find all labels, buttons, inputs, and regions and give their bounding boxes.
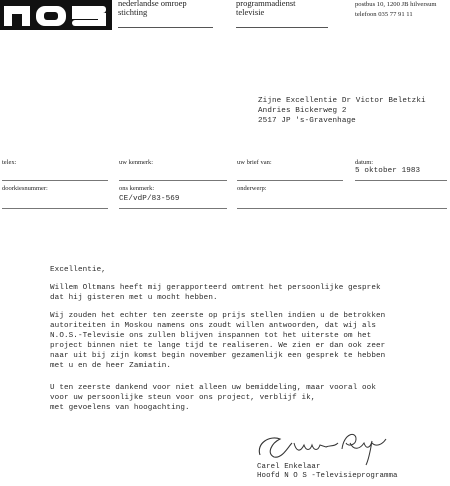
org-line-1: nederlandse omroep <box>118 0 187 8</box>
program-line-2: televisie <box>236 7 265 17</box>
onderwerp-label: onderwerp: <box>237 185 267 192</box>
uw-kenmerk-line <box>119 180 227 181</box>
telex-label: telex: <box>2 159 17 166</box>
address-line-2: telefoon 035 77 91 11 <box>355 11 413 18</box>
org-name <box>118 0 187 17</box>
address-line-1: postbus 10, 1200 JB hilversum <box>355 1 437 8</box>
uw-brief-line <box>237 180 343 181</box>
org-line-2: stichting <box>118 7 148 17</box>
recipient-line-2: Andries Bickerweg 2 <box>258 107 347 115</box>
recipient-line-3: 2517 JP 's-Gravenhage <box>258 117 356 125</box>
body-paragraph-3: U ten zeerste dankend voor niet alleen uw bemiddeling, maar vooral ook voor uw persoonlijke steun voor ons project, verblijf ik, met gevoelens van hoogachting. <box>50 384 376 412</box>
ons-kenmerk-label: ons kenmerk: <box>119 185 155 192</box>
doorkiesnummer-line <box>2 208 108 209</box>
telex-line <box>2 180 108 181</box>
org-underline <box>118 27 213 28</box>
recipient-address <box>258 96 426 126</box>
postal-address <box>355 0 437 20</box>
ons-kenmerk-value: CE/vdP/83-569 <box>119 195 180 203</box>
salutation: Excellentie, <box>50 266 106 274</box>
signer-title: Hoofd N O S -Televisieprogramma <box>257 472 398 480</box>
signature-block <box>257 463 398 481</box>
handwritten-signature <box>252 425 392 467</box>
program-line-1: programmadienst <box>236 0 296 8</box>
body-paragraph-1: Willem Oltmans heeft mij gerapporteerd omtrent het persoonlijke gesprek dat hij gisteren met u mocht hebben. <box>50 284 381 302</box>
signer-name: Carel Enkelaar <box>257 463 321 471</box>
ons-kenmerk-line <box>119 208 227 209</box>
program-name <box>236 0 295 17</box>
datum-line <box>355 180 447 181</box>
doorkiesnummer-label: doorkiesnummer: <box>2 185 48 192</box>
program-underline <box>236 27 328 28</box>
onderwerp-line <box>237 208 447 209</box>
recipient-line-1: Zijne Excellentie Dr Victor Beletzki <box>258 97 426 105</box>
datum-label: datum: <box>355 159 374 166</box>
nos-logo <box>0 0 112 30</box>
uw-kenmerk-label: uw kenmerk: <box>119 159 154 166</box>
datum-value: 5 oktober 1983 <box>355 167 421 175</box>
uw-brief-label: uw brief van: <box>237 159 272 166</box>
body-paragraph-2: Wij zouden het echter ten zeerste op prijs stellen indien u de betrokken autoriteiten in Moskou namens ons zoudt willen antwoorden, dat wij als N.O.S.-Televisie ons zullen blijven inspannen tot het uiterste om het project binnen niet te lange tijd te realiseren. We zien er dan ook zeer naar uit bij zijn komst begin november gezamenlijk een gesprek te hebben met u en de heer Zamiatin. <box>50 312 386 370</box>
